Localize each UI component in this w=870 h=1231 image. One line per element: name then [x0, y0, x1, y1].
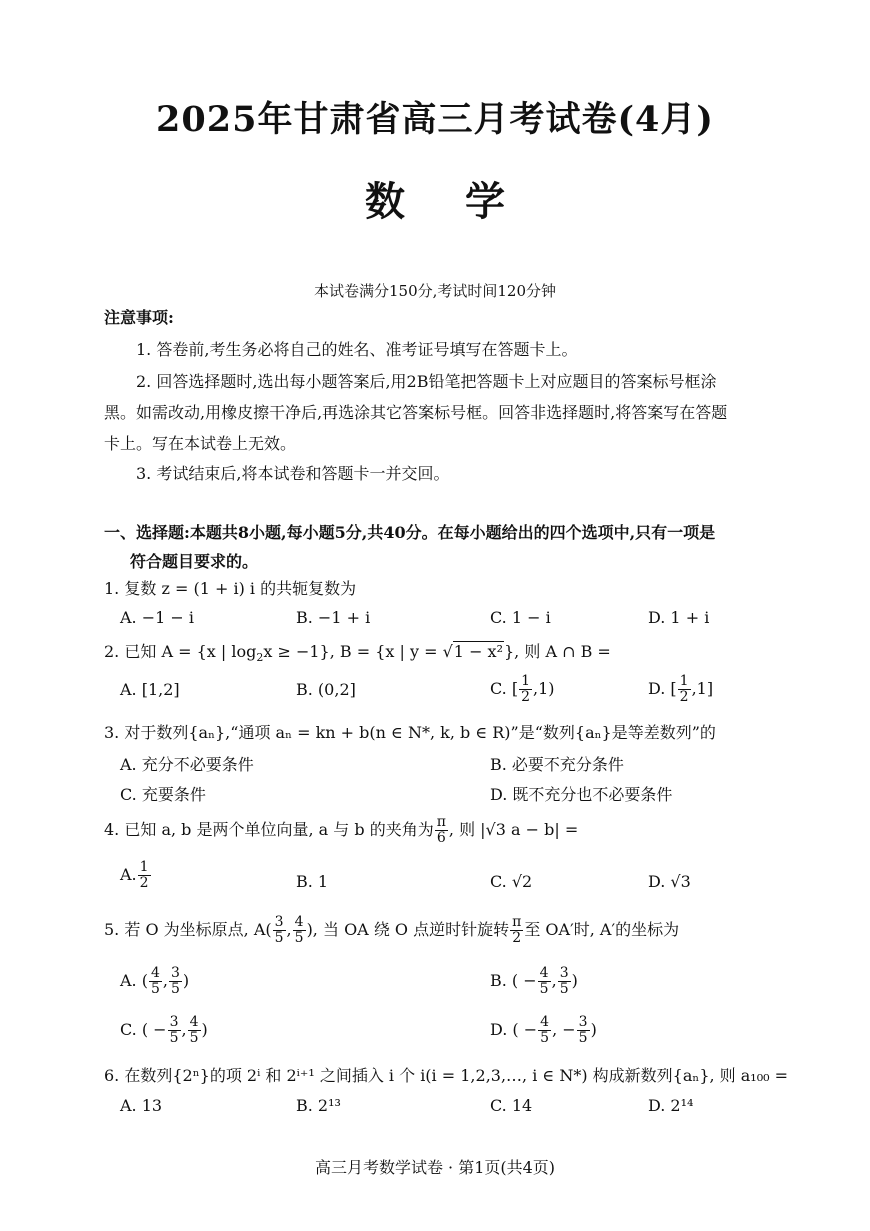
fraction-denominator: 5: [559, 981, 569, 997]
exam-title: 2025年甘肃省高三月考试卷(4月): [156, 99, 714, 140]
question-4-option-a: [120, 860, 152, 891]
question-5-options-row-1: [120, 966, 810, 1000]
q4-stem-part: 4. 已知 a, b 是两个单位向量, a 与 b 的夹角为: [104, 820, 434, 839]
question-4-option-c: C. √2: [490, 872, 533, 891]
question-5-options-row-2: [120, 1015, 810, 1049]
fraction-denominator: 6: [436, 830, 446, 846]
fraction: [577, 1015, 590, 1046]
question-6-option-a: A. 13: [120, 1096, 163, 1115]
fraction-numerator: 1: [521, 673, 531, 689]
fraction-numerator: 1: [679, 673, 689, 689]
q5-opt-label: C. ( −: [120, 1020, 167, 1039]
q2-log-base: 2: [256, 651, 264, 665]
question-3-option-a: A. 充分不必要条件: [120, 755, 254, 774]
exam-meta: 本试卷满分150分,考试时间120分钟: [313, 282, 557, 300]
notice-item-2-line-3: 卡上。写在本试卷上无效。: [104, 434, 297, 453]
fraction-denominator: 5: [170, 981, 180, 997]
q2-opt-c-pre: C. [: [490, 679, 519, 698]
q5-opt-label: A. (: [120, 971, 148, 990]
q2-opt-c-post: ,1): [533, 679, 555, 698]
question-2-stem: [104, 641, 814, 669]
fraction-numerator: 3: [170, 965, 180, 981]
fraction-numerator: π: [512, 914, 522, 930]
question-3-options-row-1: [120, 752, 810, 778]
question-3-stem: 3. 对于数列{aₙ},“通项 aₙ = kn + b(n ∈ N*, k, b ∈ R)”是“数列{aₙ}是等差数列”的: [104, 723, 716, 742]
fraction-denominator: 5: [150, 981, 160, 997]
q5-stem-part: 5. 若 O 为坐标原点, A(: [104, 920, 272, 939]
question-6-option-b: B. 2¹³: [296, 1096, 341, 1115]
question-2-option-c: [490, 674, 555, 705]
q4-opt-a-label: A.: [120, 865, 137, 884]
fraction: [149, 966, 162, 997]
fraction-denominator: 2: [512, 930, 522, 946]
fraction-denominator: 5: [294, 930, 304, 946]
fraction: [293, 915, 306, 946]
question-2-option-a: A. [1,2]: [120, 680, 180, 699]
question-3-option-c: C. 充要条件: [120, 785, 206, 804]
fraction-numerator: 3: [578, 1014, 588, 1030]
question-1-option-b: B. −1 + i: [296, 608, 371, 627]
fraction-numerator: 4: [539, 965, 549, 981]
fraction: [538, 1015, 551, 1046]
question-3-options-row-2: [120, 782, 810, 808]
q2-stem-part: 2. 已知 A = {x | log: [104, 642, 257, 661]
fraction-numerator: 4: [294, 914, 304, 930]
notice-item-2-line-2: 黑。如需改动,用橡皮擦干净后,再选涂其它答案标号框。回答非选择题时,将答案写在答题: [104, 403, 728, 422]
q4-stem-part: , 则 |√3 a − b| =: [448, 820, 579, 839]
question-4-option-d: D. √3: [648, 872, 691, 891]
q2-opt-d-pre: D. [: [648, 679, 677, 698]
fraction-numerator: 4: [540, 1014, 550, 1030]
fraction: [168, 1015, 181, 1046]
question-3-option-d: D. 既不充分也不必要条件: [490, 785, 673, 804]
fraction: [138, 860, 151, 891]
question-5-stem: 5. 若 O 为坐标原点, A( $\frac{3}{5}$ , $\frac{4}{5}$ ), 当 OA 绕 O 点逆时针旋转 $\frac{\pi}{2}$ 至 OA′时, A′的坐标为: [104, 914, 680, 946]
notice-item-2: [104, 366, 804, 459]
notice-item-3-text: 3. 考试结束后,将本试卷和答题卡一并交回。: [136, 464, 450, 483]
q2-stem-part: }, 则 A ∩ B =: [504, 642, 611, 661]
q2-opt-d-post: ,1]: [691, 679, 714, 698]
fraction: [273, 915, 286, 946]
question-1-option-c: C. 1 − i: [490, 608, 551, 627]
question-3-option-b: B. 必要不充分条件: [490, 755, 624, 774]
fraction-numerator: 1: [139, 859, 149, 875]
question-1-stem: 1. 复数 z = (1 + i) i 的共轭复数为: [104, 579, 357, 598]
question-6-option-c: C. 14: [490, 1096, 533, 1115]
notice-item-1: [104, 334, 804, 365]
fraction: [678, 674, 691, 705]
question-1-option-a: A. −1 − i: [120, 608, 195, 627]
fraction-numerator: 4: [150, 965, 160, 981]
question-2-options: [120, 673, 810, 714]
fraction-denominator: 5: [539, 981, 549, 997]
question-4-stem: [104, 815, 814, 846]
fraction-denominator: 5: [169, 1030, 179, 1046]
q5-opt-label: D. ( −: [490, 1020, 538, 1039]
fraction: [538, 966, 551, 997]
question-2-option-b: B. (0,2]: [296, 680, 356, 699]
fraction: [169, 966, 182, 997]
fraction-denominator: 5: [578, 1030, 588, 1046]
q2-sqrt-radicand: 1 − x²: [453, 642, 503, 661]
q5-stem-part: ), 当 OA 绕 O 点逆时针旋转: [306, 920, 510, 939]
question-2-option-d: [648, 674, 713, 705]
fraction: [558, 966, 571, 997]
fraction-denominator: 2: [521, 689, 531, 705]
notice-item-1-text: 1. 答卷前,考生务必将自己的姓名、准考证号填写在答题卡上。: [136, 340, 578, 359]
section-1-heading: [104, 518, 809, 576]
question-6-stem: 6. 在数列{2ⁿ}的项 2ⁱ 和 2ⁱ⁺¹ 之间插入 i 个 i(i = 1,2,3,…, i ∈ N*) 构成新数列{aₙ}, 则 a₁₀₀ =: [104, 1066, 789, 1085]
fraction-denominator: 5: [189, 1030, 199, 1046]
question-5-option-c: C. ( − $\frac{3}{5}$ , $\frac{4}{5}$ ): [120, 1014, 208, 1046]
section-1-heading-line-1: 一、选择题:本题共8小题,每小题5分,共40分。在每小题给出的四个选项中,只有一项是: [104, 523, 716, 542]
section-1-heading-line-2: 符合题目要求的。: [130, 552, 259, 571]
fraction: [435, 815, 448, 846]
q5-opt-d-sep: , −: [552, 1020, 576, 1039]
question-5-option-b: B. ( − $\frac{4}{5}$ , $\frac{3}{5}$ ): [490, 965, 578, 997]
fraction-denominator: 2: [679, 689, 689, 705]
notice-heading: 注意事项:: [104, 308, 174, 327]
fraction-numerator: 3: [559, 965, 569, 981]
fraction-numerator: 4: [189, 1014, 199, 1030]
q5-stem-part: 至 OA′时, A′的坐标为: [524, 920, 680, 939]
question-4-option-b: B. 1: [296, 872, 329, 891]
question-1-option-d: D. 1 + i: [648, 608, 710, 627]
fraction-denominator: 5: [540, 1030, 550, 1046]
q2-stem-part: x ≥ −1}, B = {x | y = √: [263, 642, 453, 661]
q5-opt-label: B. ( −: [490, 971, 537, 990]
question-1-options: [120, 608, 810, 634]
notice-item-3: [104, 458, 804, 489]
fraction-numerator: 3: [274, 914, 284, 930]
question-5-option-a: A. ( $\frac{4}{5}$ , $\frac{3}{5}$ ): [120, 965, 190, 997]
fraction-numerator: 3: [169, 1014, 179, 1030]
fraction-denominator: 2: [139, 875, 149, 891]
notice-item-2-line-1: 2. 回答选择题时,选出每小题答案后,用2B铅笔把答题卡上对应题目的答案标号框涂: [136, 372, 717, 391]
question-6-options: [120, 1096, 810, 1122]
fraction: [519, 674, 532, 705]
fraction-denominator: 5: [274, 930, 284, 946]
subject-title: 数学: [365, 178, 565, 225]
fraction: [510, 915, 523, 946]
fraction: [188, 1015, 201, 1046]
question-4-options: [120, 859, 810, 898]
page-footer: 高三月考数学试卷 · 第1页(共4页): [314, 1158, 556, 1177]
question-5-option-d: D. ( − $\frac{4}{5}$ , − $\frac{3}{5}$ ): [490, 1014, 597, 1046]
fraction-numerator: π: [436, 814, 446, 830]
question-6-option-d: D. 2¹⁴: [648, 1096, 694, 1115]
